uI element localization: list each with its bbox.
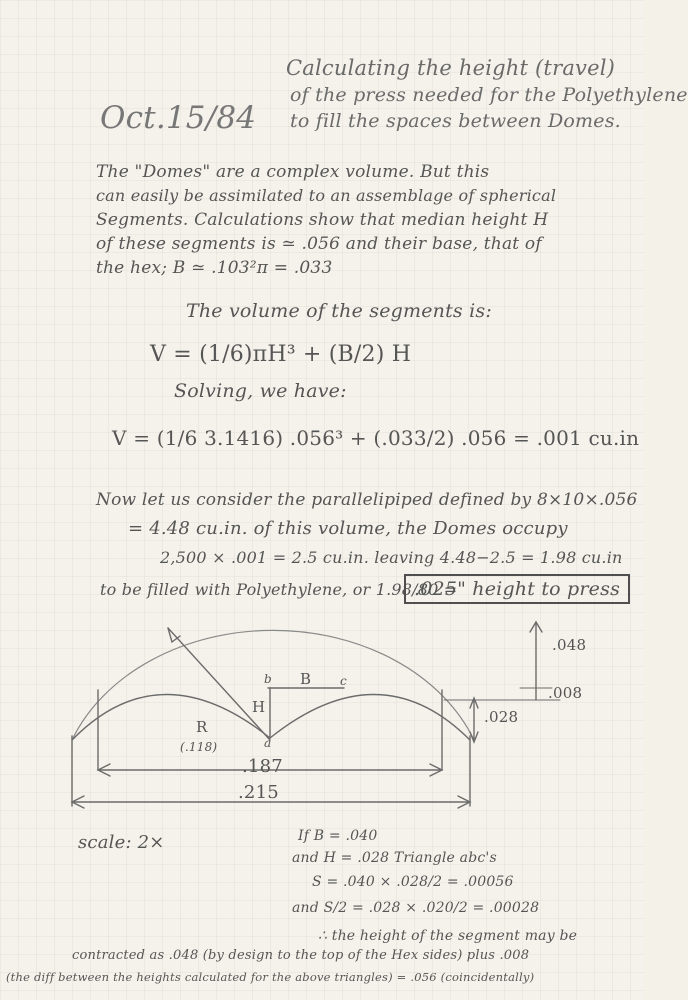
calc-line-3: S = .040 × .028/2 = .00056 xyxy=(312,874,514,890)
right-dome-arc xyxy=(270,694,470,740)
paragraph2-line-2: = 4.48 cu.in. of this volume, the Domes occupy xyxy=(128,518,568,539)
dim-215-label: .215 xyxy=(238,782,279,803)
calc-line-5: ∴ the height of the segment may be xyxy=(318,928,578,944)
title-line-1: Calculating the height (travel) xyxy=(286,56,616,80)
volume-intro: The volume of the segments is: xyxy=(186,300,492,322)
title-line-3: to fill the spaces between Domes. xyxy=(290,110,621,132)
paragraph1-line-4: of these segments is ≃ .056 and their base, that of xyxy=(96,234,542,254)
radius-arc xyxy=(72,630,474,740)
paragraph1-line-1: The "Domes" are a complex volume. But this xyxy=(96,162,490,182)
label-b: B xyxy=(300,670,312,688)
paragraph1-line-3: Segments. Calculations show that median height H xyxy=(96,210,549,230)
date: Oct.15/84 xyxy=(100,100,257,136)
paragraph2-line-3: 2,500 × .001 = 2.5 cu.in. leaving 4.48−2.5 = 1.98 cu.in xyxy=(160,548,623,567)
label-028: .028 xyxy=(484,708,519,726)
label-008: .008 xyxy=(548,684,583,702)
dim-187-label: .187 xyxy=(242,756,283,777)
radius-line xyxy=(168,628,270,740)
footer-line-1: contracted as .048 (by design to the top of the Hex sides) plus .008 xyxy=(72,948,530,963)
label-r: R xyxy=(196,718,208,736)
formula-volume: V = (1/6)πH³ + (B/2) H xyxy=(150,342,412,367)
formula-solved: V = (1/6 3.1416) .056³ + (.033/2) .056 = .001 cu.in xyxy=(112,426,640,450)
label-r-value: (.118) xyxy=(180,740,218,754)
label-c-point: c xyxy=(340,674,347,688)
solving-label: Solving, we have: xyxy=(174,380,347,402)
calc-line-2: and H = .028 Triangle abc's xyxy=(292,850,497,866)
title-line-2: of the press needed for the Polyethylene xyxy=(290,84,688,106)
label-h: H xyxy=(252,698,266,716)
paragraph2-line-1: Now let us consider the parallelipiped defined by 8×10×.056 xyxy=(96,490,638,510)
paragraph2-line-4: to be filled with Polyethylene, or 1.98/80 = xyxy=(100,580,458,599)
calc-line-1: If B = .040 xyxy=(298,828,378,844)
boxed-result: .025" height to press xyxy=(404,574,630,604)
footer-line-2: (the diff between the heights calculated for the above triangles) = .056 (coincidentally) xyxy=(6,970,535,984)
scale-label: scale: 2× xyxy=(78,832,165,853)
label-a-point: a xyxy=(264,736,272,750)
label-048: .048 xyxy=(552,636,587,654)
paragraph1-line-2: can easily be assimilated to an assemblage of spherical xyxy=(96,186,557,205)
calc-line-4: and S/2 = .028 × .020/2 = .00028 xyxy=(292,900,540,916)
label-b-point: b xyxy=(264,672,272,686)
left-dome-arc xyxy=(72,694,270,740)
paragraph1-line-5: the hex; B ≃ .103²π = .033 xyxy=(96,258,333,278)
